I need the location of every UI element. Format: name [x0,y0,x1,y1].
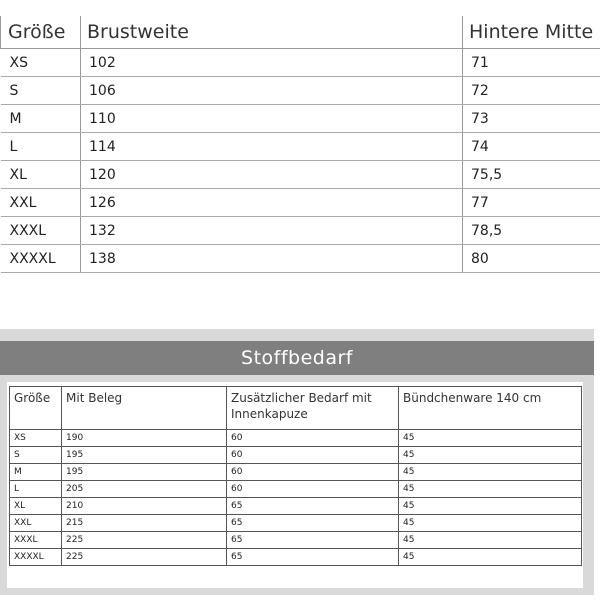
cell-extra-hood: 65 [227,549,399,566]
fabric-table [9,386,582,566]
fabric-table-container [7,382,583,588]
table-row [10,532,582,549]
table-row [10,481,582,498]
fabric-table-header-row [10,387,582,430]
column-header-size: Größe [10,387,62,430]
cell-size: M [1,105,81,133]
cell-back-center: 72 [463,77,600,105]
cell-back-center: 78,5 [463,217,600,245]
cell-extra-hood: 60 [227,447,399,464]
cell-ribbing: 45 [399,515,582,532]
fabric-requirement-panel [0,329,594,595]
cell-ribbing: 45 [399,464,582,481]
cell-back-center: 73 [463,105,600,133]
table-row [10,498,582,515]
size-table-header-row [1,16,600,49]
table-row [10,515,582,532]
cell-with-facing: 225 [62,532,227,549]
cell-size: XXXL [10,532,62,549]
cell-back-center: 74 [463,133,600,161]
cell-chest-width: 106 [81,77,463,105]
cell-with-facing: 215 [62,515,227,532]
cell-chest-width: 138 [81,245,463,273]
cell-extra-hood: 65 [227,498,399,515]
cell-with-facing: 195 [62,464,227,481]
cell-size: L [10,481,62,498]
column-header-back-center: Hintere Mitte [463,16,600,49]
cell-extra-hood: 65 [227,515,399,532]
cell-size: XS [1,49,81,77]
cell-with-facing: 205 [62,481,227,498]
cell-chest-width: 132 [81,217,463,245]
table-row [1,189,600,217]
cell-ribbing: 45 [399,549,582,566]
cell-ribbing: 45 [399,481,582,498]
cell-with-facing: 210 [62,498,227,515]
cell-size: S [1,77,81,105]
column-header-extra-hood: Zusätzlicher Bedarf mit Innenkapuze [227,387,399,430]
cell-size: XL [1,161,81,189]
table-row [1,217,600,245]
cell-chest-width: 126 [81,189,463,217]
table-row [10,464,582,481]
table-row [10,447,582,464]
cell-size: XL [10,498,62,515]
cell-extra-hood: 60 [227,481,399,498]
size-table [0,16,600,273]
cell-back-center: 77 [463,189,600,217]
cell-size: S [10,447,62,464]
column-header-ribbing: Bündchenware 140 cm [399,387,582,430]
cell-chest-width: 110 [81,105,463,133]
cell-ribbing: 45 [399,498,582,515]
cell-chest-width: 114 [81,133,463,161]
cell-extra-hood: 65 [227,532,399,549]
cell-extra-hood: 60 [227,464,399,481]
cell-chest-width: 102 [81,49,463,77]
fabric-requirement-title: Stoffbedarf [0,341,594,375]
table-row [1,133,600,161]
cell-back-center: 75,5 [463,161,600,189]
table-row [1,105,600,133]
cell-size: L [1,133,81,161]
table-row [1,161,600,189]
cell-ribbing: 45 [399,532,582,549]
table-row [1,77,600,105]
cell-size: XXL [1,189,81,217]
table-row [10,430,582,447]
cell-back-center: 71 [463,49,600,77]
table-row [1,245,600,273]
cell-ribbing: 45 [399,447,582,464]
cell-back-center: 80 [463,245,600,273]
cell-with-facing: 195 [62,447,227,464]
cell-with-facing: 190 [62,430,227,447]
cell-chest-width: 120 [81,161,463,189]
table-row [1,49,600,77]
cell-size: XXXXL [1,245,81,273]
column-header-chest-width: Brustweite [81,16,463,49]
cell-with-facing: 225 [62,549,227,566]
cell-extra-hood: 60 [227,430,399,447]
cell-size: XXXXL [10,549,62,566]
cell-size: XXL [10,515,62,532]
column-header-size: Größe [1,16,81,49]
table-row [10,549,582,566]
cell-size: M [10,464,62,481]
column-header-with-facing: Mit Beleg [62,387,227,430]
cell-size: XXXL [1,217,81,245]
cell-ribbing: 45 [399,430,582,447]
cell-size: XS [10,430,62,447]
